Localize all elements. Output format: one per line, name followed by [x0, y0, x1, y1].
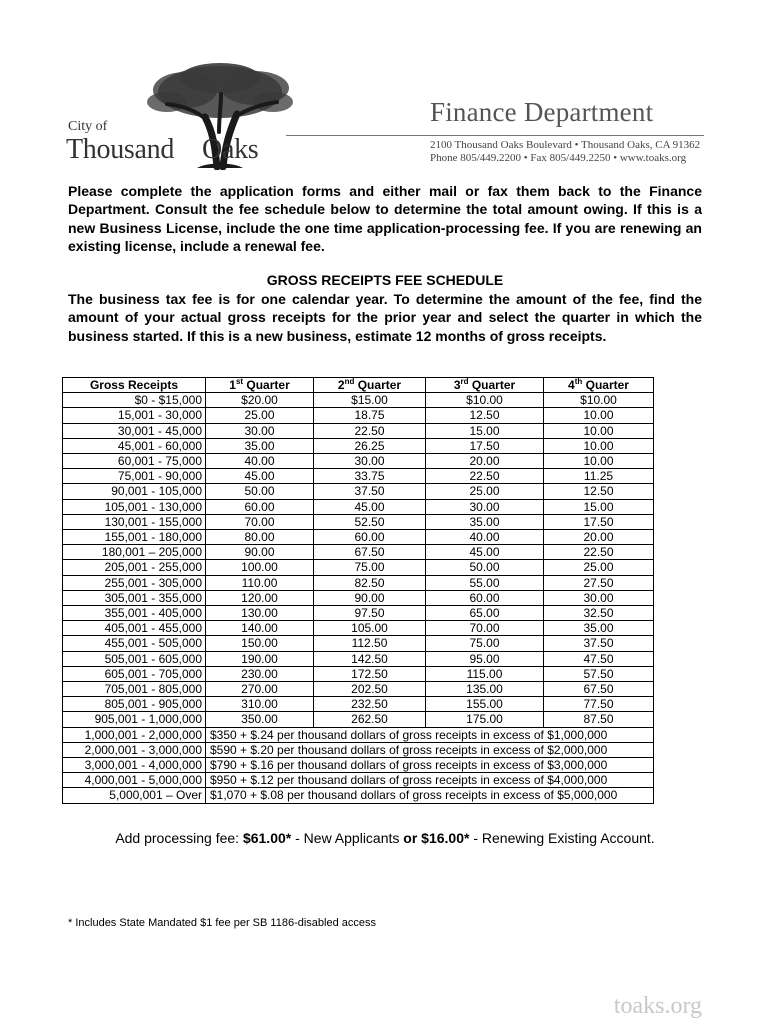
table-row — [63, 469, 654, 484]
quarter-2-fee-cell: 232.50 — [314, 697, 426, 712]
quarter-1-fee-cell: 230.00 — [206, 666, 314, 681]
quarter-4-fee-cell: 57.50 — [544, 666, 654, 681]
quarter-3-fee-cell: 155.00 — [426, 697, 544, 712]
table-header-row — [63, 378, 654, 393]
quarter-3-fee-cell: 40.00 — [426, 530, 544, 545]
quarter-3-fee-cell: 25.00 — [426, 484, 544, 499]
header-divider — [286, 135, 704, 136]
quarter-1-fee-cell: 70.00 — [206, 514, 314, 529]
quarter-4-fee-cell: 20.00 — [544, 530, 654, 545]
gross-receipts-cell: 105,001 - 130,000 — [63, 499, 206, 514]
table-row — [63, 712, 654, 727]
quarter-2-fee-cell: 82.50 — [314, 575, 426, 590]
fee-formula-cell: $350 + $.24 per thousand dollars of gross receipts in excess of $1,000,000 — [206, 727, 654, 742]
quarter-2-fee-cell: 202.50 — [314, 682, 426, 697]
quarter-1-fee-cell: 40.00 — [206, 454, 314, 469]
quarter-2-fee-cell: 262.50 — [314, 712, 426, 727]
quarter-3-fee-cell: 45.00 — [426, 545, 544, 560]
quarter-1-fee-cell: 25.00 — [206, 408, 314, 423]
quarter-3-fee-cell: 35.00 — [426, 514, 544, 529]
gross-receipts-cell: 1,000,001 - 2,000,000 — [63, 727, 206, 742]
table-row — [63, 773, 654, 788]
quarter-1-fee-cell: 110.00 — [206, 575, 314, 590]
fee-formula-cell: $1,070 + $.08 per thousand dollars of gross receipts in excess of $5,000,000 — [206, 788, 654, 803]
header-quarter-2: 2nd Quarter — [314, 378, 426, 393]
quarter-3-fee-cell: 15.00 — [426, 423, 544, 438]
table-row — [63, 651, 654, 666]
department-title: Finance Department — [430, 97, 654, 127]
quarter-4-fee-cell: 10.00 — [544, 454, 654, 469]
or-label: or — [403, 830, 418, 846]
gross-receipts-cell: 5,000,001 – Over — [63, 788, 206, 803]
quarter-3-fee-cell: 60.00 — [426, 590, 544, 605]
table-row — [63, 682, 654, 697]
quarter-1-fee-cell: 350.00 — [206, 712, 314, 727]
quarter-2-fee-cell: 97.50 — [314, 606, 426, 621]
quarter-1-fee-cell: 80.00 — [206, 530, 314, 545]
quarter-4-fee-cell: 67.50 — [544, 682, 654, 697]
quarter-1-fee-cell: 270.00 — [206, 682, 314, 697]
quarter-4-fee-cell: 10.00 — [544, 408, 654, 423]
quarter-3-fee-cell: 12.50 — [426, 408, 544, 423]
quarter-4-fee-cell: 17.50 — [544, 514, 654, 529]
table-row — [63, 438, 654, 453]
letterhead — [0, 0, 770, 175]
gross-receipts-cell: 2,000,001 - 3,000,000 — [63, 742, 206, 757]
header-quarter-1: 1st Quarter — [206, 378, 314, 393]
quarter-4-fee-cell: 47.50 — [544, 651, 654, 666]
table-row — [63, 575, 654, 590]
quarter-2-fee-cell: 22.50 — [314, 423, 426, 438]
quarter-3-fee-cell: 115.00 — [426, 666, 544, 681]
quarter-3-fee-cell: 17.50 — [426, 438, 544, 453]
table-row — [63, 606, 654, 621]
quarter-3-fee-cell: 135.00 — [426, 682, 544, 697]
quarter-4-fee-cell: 32.50 — [544, 606, 654, 621]
table-row — [63, 454, 654, 469]
quarter-1-fee-cell: 130.00 — [206, 606, 314, 621]
quarter-3-fee-cell: 65.00 — [426, 606, 544, 621]
city-name-first: Thousand — [66, 134, 175, 165]
quarter-4-fee-cell: 22.50 — [544, 545, 654, 560]
quarter-4-fee-cell: 27.50 — [544, 575, 654, 590]
department-contact: Phone 805/449.2200 • Fax 805/449.2250 • www.toaks.org — [430, 152, 687, 164]
city-name-second: Oaks — [202, 134, 259, 165]
quarter-1-fee-cell: 35.00 — [206, 438, 314, 453]
quarter-3-fee-cell: 22.50 — [426, 469, 544, 484]
quarter-2-fee-cell: $15.00 — [314, 393, 426, 408]
table-row — [63, 621, 654, 636]
quarter-4-fee-cell: 10.00 — [544, 423, 654, 438]
quarter-1-fee-cell: 310.00 — [206, 697, 314, 712]
quarter-2-fee-cell: 67.50 — [314, 545, 426, 560]
gross-receipts-cell: 305,001 - 355,000 — [63, 590, 206, 605]
header-quarter-4: 4th Quarter — [544, 378, 654, 393]
table-row — [63, 742, 654, 757]
gross-receipts-cell: 155,001 - 180,000 — [63, 530, 206, 545]
quarter-1-fee-cell: 190.00 — [206, 651, 314, 666]
department-address: 2100 Thousand Oaks Boulevard • Thousand Oaks, CA 91362 — [430, 139, 701, 151]
quarter-2-fee-cell: 26.25 — [314, 438, 426, 453]
quarter-1-fee-cell: 60.00 — [206, 499, 314, 514]
schedule-description: The business tax fee is for one calendar year. To determine the amount of the fee, find the amount of your actual gross receipts for the prior year and select the quarter in which the business started. If this is a new business, estimate 12 months of gross receipts. — [68, 291, 702, 344]
fee-formula-cell: $950 + $.12 per thousand dollars of gross receipts in excess of $4,000,000 — [206, 773, 654, 788]
quarter-2-fee-cell: 52.50 — [314, 514, 426, 529]
quarter-2-fee-cell: 75.00 — [314, 560, 426, 575]
quarter-4-fee-cell: 10.00 — [544, 438, 654, 453]
header-quarter-3: 3rd Quarter — [426, 378, 544, 393]
gross-receipts-cell: 705,001 - 805,000 — [63, 682, 206, 697]
new-applicant-label: - New Applicants — [291, 830, 404, 846]
table-row — [63, 590, 654, 605]
quarter-1-fee-cell: 50.00 — [206, 484, 314, 499]
quarter-2-fee-cell: 18.75 — [314, 408, 426, 423]
quarter-2-fee-cell: 37.50 — [314, 484, 426, 499]
gross-receipts-cell: 205,001 - 255,000 — [63, 560, 206, 575]
quarter-3-fee-cell: $10.00 — [426, 393, 544, 408]
quarter-3-fee-cell: 175.00 — [426, 712, 544, 727]
quarter-2-fee-cell: 142.50 — [314, 651, 426, 666]
quarter-4-fee-cell: 87.50 — [544, 712, 654, 727]
table-row — [63, 514, 654, 529]
fee-table-body — [63, 393, 654, 803]
table-row — [63, 788, 654, 803]
gross-receipts-cell: $0 - $15,000 — [63, 393, 206, 408]
quarter-2-fee-cell: 33.75 — [314, 469, 426, 484]
gross-receipts-cell: 180,001 – 205,000 — [63, 545, 206, 560]
gross-receipts-cell: 4,000,001 - 5,000,000 — [63, 773, 206, 788]
fee-formula-cell: $790 + $.16 per thousand dollars of gross receipts in excess of $3,000,000 — [206, 758, 654, 773]
quarter-4-fee-cell: 37.50 — [544, 636, 654, 651]
gross-receipts-cell: 75,001 - 90,000 — [63, 469, 206, 484]
table-row — [63, 758, 654, 773]
footnote: * Includes State Mandated $1 fee per SB 1186-disabled access — [68, 917, 376, 929]
gross-receipts-cell: 45,001 - 60,000 — [63, 438, 206, 453]
quarter-4-fee-cell: 35.00 — [544, 621, 654, 636]
quarter-2-fee-cell: 112.50 — [314, 636, 426, 651]
fee-formula-cell: $590 + $.20 per thousand dollars of gross receipts in excess of $2,000,000 — [206, 742, 654, 757]
quarter-4-fee-cell: 15.00 — [544, 499, 654, 514]
city-of-label: City of — [68, 119, 108, 134]
gross-receipts-cell: 3,000,001 - 4,000,000 — [63, 758, 206, 773]
table-row — [63, 530, 654, 545]
table-row — [63, 499, 654, 514]
city-name — [66, 134, 258, 166]
quarter-1-fee-cell: 100.00 — [206, 560, 314, 575]
processing-prefix: Add processing fee: — [115, 830, 243, 846]
quarter-2-fee-cell: 105.00 — [314, 621, 426, 636]
quarter-1-fee-cell: 120.00 — [206, 590, 314, 605]
renewal-label: - Renewing Existing Account. — [469, 830, 655, 846]
quarter-1-fee-cell: $20.00 — [206, 393, 314, 408]
gross-receipts-cell: 355,001 - 405,000 — [63, 606, 206, 621]
quarter-4-fee-cell: 11.25 — [544, 469, 654, 484]
quarter-2-fee-cell: 60.00 — [314, 530, 426, 545]
gross-receipts-cell: 605,001 - 705,000 — [63, 666, 206, 681]
gross-receipts-cell: 905,001 - 1,000,000 — [63, 712, 206, 727]
quarter-1-fee-cell: 30.00 — [206, 423, 314, 438]
quarter-3-fee-cell: 20.00 — [426, 454, 544, 469]
gross-receipts-cell: 805,001 - 905,000 — [63, 697, 206, 712]
quarter-3-fee-cell: 50.00 — [426, 560, 544, 575]
new-applicant-fee: $61.00* — [242, 830, 292, 846]
quarter-4-fee-cell: 25.00 — [544, 560, 654, 575]
table-row — [63, 484, 654, 499]
quarter-2-fee-cell: 172.50 — [314, 666, 426, 681]
quarter-1-fee-cell: 140.00 — [206, 621, 314, 636]
table-row — [63, 727, 654, 742]
quarter-2-fee-cell: 45.00 — [314, 499, 426, 514]
gross-receipts-cell: 30,001 - 45,000 — [63, 423, 206, 438]
gross-receipts-cell: 405,001 - 455,000 — [63, 621, 206, 636]
quarter-3-fee-cell: 95.00 — [426, 651, 544, 666]
table-row — [63, 560, 654, 575]
quarter-3-fee-cell: 30.00 — [426, 499, 544, 514]
table-row — [63, 423, 654, 438]
table-row — [63, 393, 654, 408]
gross-receipts-cell: 60,001 - 75,000 — [63, 454, 206, 469]
quarter-2-fee-cell: 30.00 — [314, 454, 426, 469]
quarter-4-fee-cell: 30.00 — [544, 590, 654, 605]
gross-receipts-cell: 90,001 - 105,000 — [63, 484, 206, 499]
quarter-2-fee-cell: 90.00 — [314, 590, 426, 605]
quarter-1-fee-cell: 90.00 — [206, 545, 314, 560]
site-watermark: toaks.org — [613, 993, 702, 1019]
quarter-4-fee-cell: $10.00 — [544, 393, 654, 408]
quarter-1-fee-cell: 150.00 — [206, 636, 314, 651]
quarter-4-fee-cell: 77.50 — [544, 697, 654, 712]
quarter-3-fee-cell: 55.00 — [426, 575, 544, 590]
renewal-fee: $16.00* — [417, 830, 470, 846]
gross-receipts-cell: 255,001 - 305,000 — [63, 575, 206, 590]
gross-receipts-cell: 130,001 - 155,000 — [63, 514, 206, 529]
gross-receipts-cell: 505,001 - 605,000 — [63, 651, 206, 666]
schedule-heading: GROSS RECEIPTS FEE SCHEDULE — [266, 272, 504, 288]
table-row — [63, 545, 654, 560]
intro-paragraph: Please complete the application forms and either mail or fax them back to the Finance Department. Consult the fee schedule below to determine the total amount owing. If this is a new Business License, include the one time application-processing fee. If you are renewing an existing license, include a renewal fee. — [68, 183, 702, 255]
table-row — [63, 666, 654, 681]
gross-receipts-cell: 455,001 - 505,000 — [63, 636, 206, 651]
quarter-3-fee-cell: 70.00 — [426, 621, 544, 636]
processing-fee-line — [0, 830, 770, 846]
table-row — [63, 636, 654, 651]
table-row — [63, 408, 654, 423]
gross-receipts-cell: 15,001 - 30,000 — [63, 408, 206, 423]
fee-schedule-table — [62, 377, 654, 804]
quarter-1-fee-cell: 45.00 — [206, 469, 314, 484]
header-gross-receipts: Gross Receipts — [63, 378, 206, 393]
quarter-4-fee-cell: 12.50 — [544, 484, 654, 499]
quarter-3-fee-cell: 75.00 — [426, 636, 544, 651]
table-row — [63, 697, 654, 712]
